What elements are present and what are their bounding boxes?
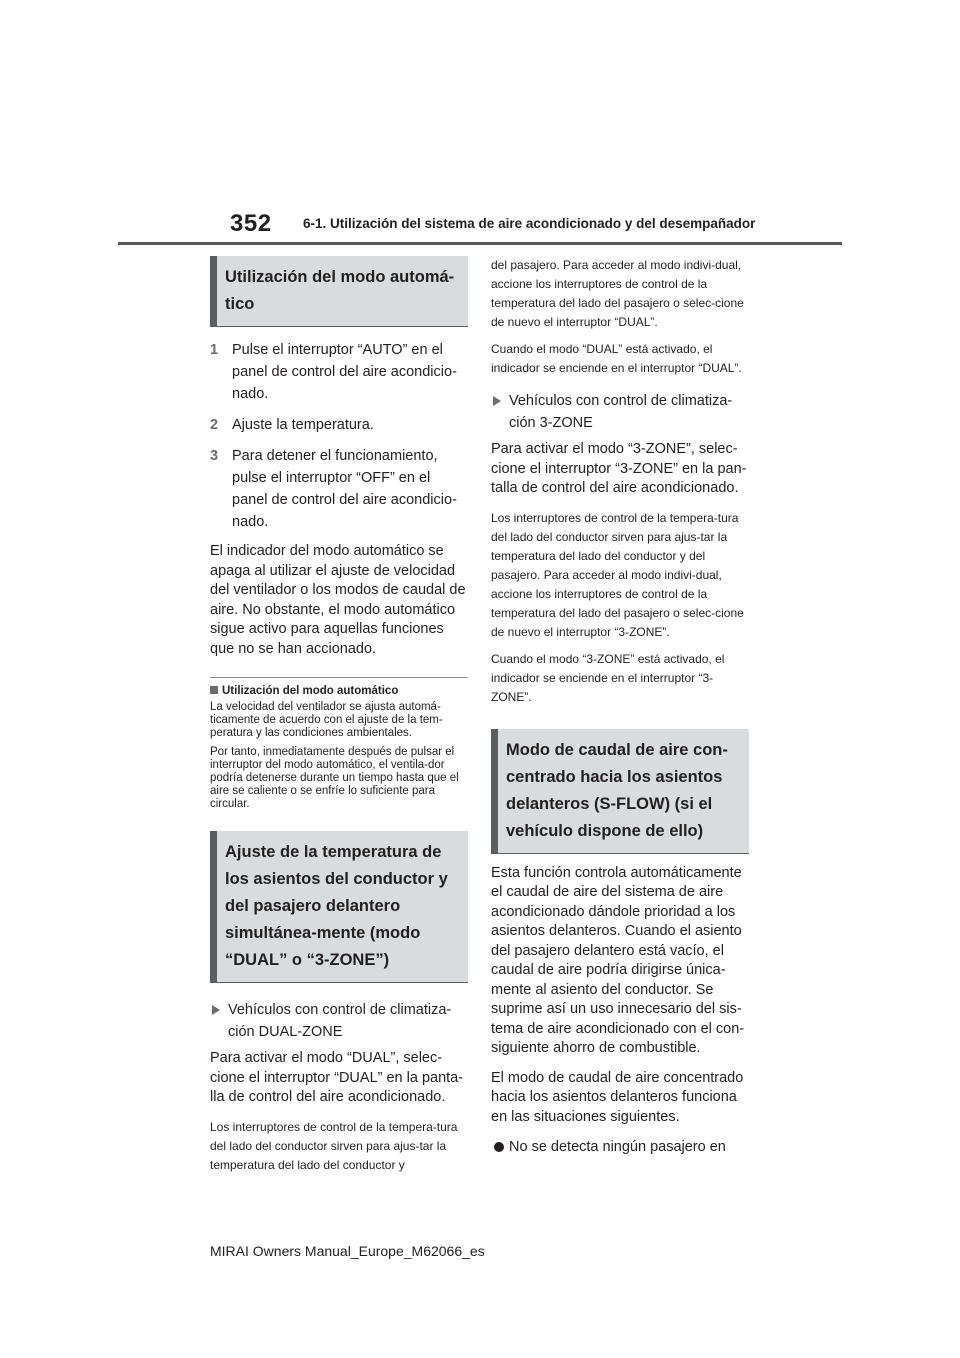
note-divider [210,677,468,678]
small-paragraph: Cuando el modo “DUAL” está activado, el indicador se enciende en el interruptor “DUAL”. [491,342,742,375]
arrow-item-3-zone [491,390,749,434]
header-rule [118,242,842,245]
heading-box-dual-mode: Ajuste de la temperatura de los asientos del conductor y del pasajero delantero simultánea-mente (modo “DUAL” o “3-ZONE”) [210,831,468,983]
section-title: 6-1. Utilización del sistema de aire acondicionado y del desempañador [303,216,756,231]
step-3 [210,445,468,533]
small-paragraph: Los interruptores de control de la tempera-tura del lado del conductor sirven para ajus-tar la temperatura del lado del conductor y del pasajero. Para acceder al modo indivi-dual, accione los interruptores de control de la temperatura del lado del pasajero o selec-cione de nuevo el interruptor “3-ZONE”. [491,510,744,639]
paragraph-dual: Para activar el modo “DUAL”, selec-cione el interruptor “DUAL” en la panta-lla de control del aire acondicionado. [210,1050,464,1105]
step-number: 1 [210,342,219,358]
page-footer: MIRAI Owners Manual_Europe_M62066_es [210,1243,485,1259]
triangle-arrow-icon [493,396,501,406]
note-paragraph: La velocidad del ventilador se ajusta automá-ticamente de acuerdo con el ajuste de la tem-peratura y las condiciones ambientales. [210,701,443,739]
small-paragraph: Los interruptores de control de la tempera-tura del lado del conductor sirven para ajus-tar la temperatura del lado del conductor y [210,1119,458,1172]
step-number: 3 [210,448,219,464]
round-bullet-icon [494,1142,504,1152]
step-1 [210,339,468,405]
paragraph-auto-indicator: El indicador del modo automático se apaga al utilizar el ajuste de velocidad del ventilador o los modos de caudal de aire. No obstante, el modo automático sigue activo para aquellas funciones que no se han accionado. [210,543,466,657]
step-text: Pulse el interruptor “AUTO” en el panel de control del aire acondicio-nado. [232,342,457,402]
bullet-text: No se detecta ningún pasajero en [509,1139,726,1155]
page-number: 352 [230,210,272,237]
paragraph-3-zone: Para activar el modo “3-ZONE”, selec-cione el interruptor “3-ZONE” en la pan-talla de control del aire acondicionado. [491,441,747,496]
bullet-item [491,1137,749,1157]
step-text: Ajuste la temperatura. [232,417,374,433]
step-number: 2 [210,417,219,433]
heading-box-s-flow: Modo de caudal de aire con-centrado hacia los asientos delanteros (S-FLOW) (si el vehículo dispone de ello) [491,729,749,854]
right-column [491,256,749,1157]
square-bullet-icon [210,686,218,694]
step-2 [210,414,468,436]
note-heading [210,684,468,699]
paragraph-s-flow-situations: El modo de caudal de aire concentrado hacia los asientos delanteros funciona en las situaciones siguientes. [491,1069,744,1125]
page-header [0,0,960,250]
heading-box-auto-mode: Utilización del modo automá-tico [210,256,468,327]
small-paragraph: del pasajero. Para acceder al modo indivi-dual, accione los interruptores de control de la temperatura del lado del pasajero o selec-cione de nuevo el interruptor “DUAL”. [491,258,744,329]
note-paragraph: Por tanto, inmediatamente después de pulsar el interruptor del modo automático, el ventila-dor podría detenerse durante un tiempo hasta que el aire se caliente o se enfríe lo suficiente para circular. [210,746,459,810]
paragraph-s-flow: Esta función controla automáticamente el caudal de aire del sistema de aire acondicionado dándole prioridad a los asientos delanteros. Cuando el asiento del pasajero delantero está vacío, el caudal de aire podría dirigirse única-mente al asiento del conductor. Se suprime así un uso innecesario del sis-tema de aire acondicionado con el con-siguiente ahorro de combustible. [491,864,745,1056]
left-column [210,256,468,1183]
step-text: Para detener el funcionamiento, pulse el interruptor “OFF” en el panel de control del aire acondicio-nado. [232,448,457,530]
triangle-arrow-icon [212,1005,220,1015]
arrow-item-dual-zone [210,999,468,1043]
arrow-item-text: Vehículos con control de climatiza-ción DUAL-ZONE [228,1002,452,1040]
arrow-item-text: Vehículos con control de climatiza-ción 3-ZONE [509,393,733,431]
note-heading-text: Utilización del modo automático [222,685,399,697]
small-paragraph: Cuando el modo “3-ZONE” está activado, el indicador se enciende en el interruptor “3-ZONE”. [491,651,725,704]
